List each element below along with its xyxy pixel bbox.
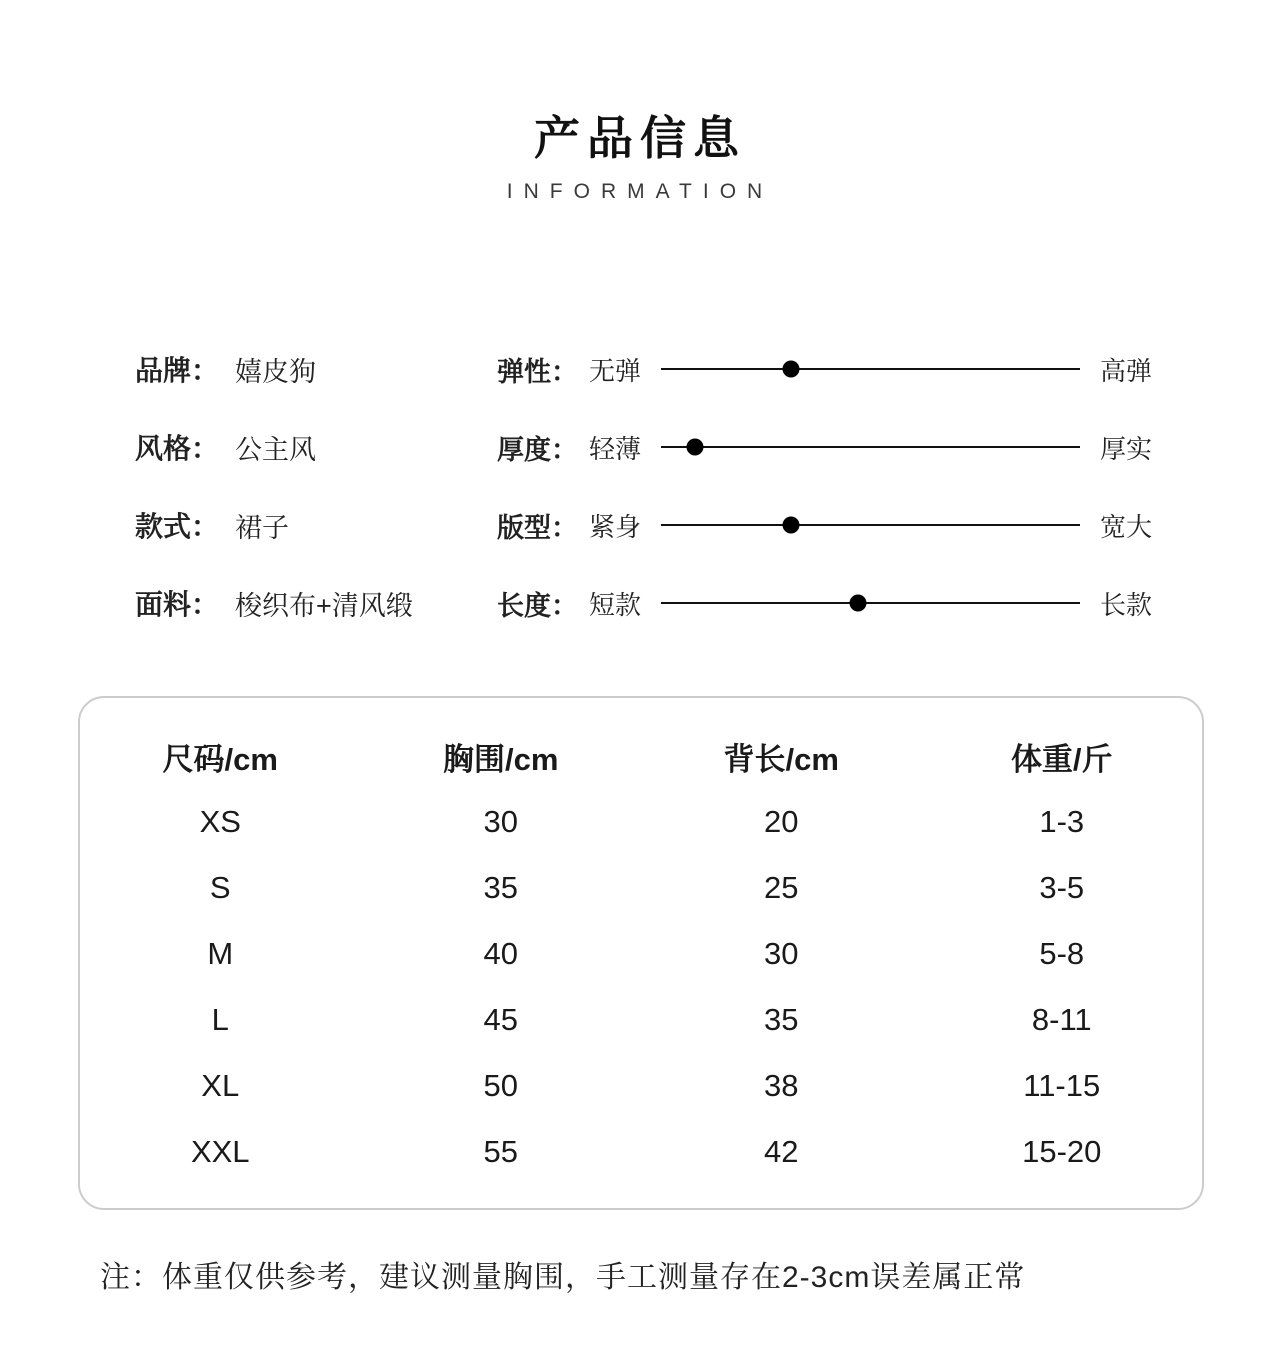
slider-row-elasticity	[497, 330, 1152, 408]
attribute-row-fabric	[135, 564, 497, 642]
table-row-xxl	[80, 1119, 1202, 1185]
slider-dot	[686, 439, 703, 456]
product-info-section	[0, 330, 1280, 642]
slider-min-label: 无弹	[589, 355, 642, 386]
table-row-xs	[80, 789, 1202, 855]
slider-max-label: 厚实	[1099, 433, 1152, 464]
table-cell: 1-3	[1039, 804, 1085, 839]
table-cell: S	[209, 870, 231, 905]
table-cell: 25	[764, 870, 799, 905]
attribute-label: 面料：	[135, 589, 220, 620]
table-row-l	[80, 987, 1202, 1053]
slider-label: 长度：	[497, 590, 578, 621]
slider-max-label: 宽大	[1099, 511, 1152, 542]
attribute-value: 裙子	[235, 512, 290, 543]
table-cell: XS	[199, 804, 241, 839]
table-cell: 40	[483, 936, 518, 971]
table-cell: 30	[483, 804, 518, 839]
slider-max-label: 长款	[1099, 589, 1152, 620]
attribute-value: 梭织布+清风缎	[235, 590, 413, 621]
table-cell: XXL	[190, 1134, 250, 1169]
measurement-note: 注：体重仅供参考，建议测量胸围，手工测量存在2-3cm误差属正常	[100, 1261, 1026, 1294]
table-row-m	[80, 921, 1202, 987]
slider-label: 厚度：	[497, 434, 578, 465]
property-sliders	[497, 330, 1152, 642]
slider-min-label: 紧身	[589, 511, 642, 542]
table-header-cell: 胸围/cm	[443, 741, 559, 777]
attribute-value: 公主风	[235, 434, 317, 465]
table-cell: L	[211, 1002, 229, 1037]
slider-dot	[782, 517, 799, 534]
table-cell: 42	[764, 1134, 799, 1169]
table-cell: 35	[483, 870, 518, 905]
table-header-cell: 背长/cm	[723, 741, 839, 777]
slider-dot	[849, 595, 866, 612]
table-cell: 35	[764, 1002, 799, 1037]
table-header-cell: 体重/斤	[1010, 741, 1113, 777]
table-cell: 50	[483, 1068, 518, 1103]
attribute-label: 款式：	[135, 511, 220, 542]
slider-track	[661, 446, 1080, 448]
slider-track	[661, 602, 1080, 604]
slider-min-label: 短款	[589, 589, 642, 620]
attribute-label: 风格：	[135, 433, 220, 464]
table-cell: 45	[483, 1002, 518, 1037]
table-header-cell: 尺码/cm	[162, 741, 278, 777]
page-title: 产品信息	[534, 112, 746, 164]
attribute-row-brand	[135, 330, 497, 408]
table-cell: 3-5	[1039, 870, 1085, 905]
slider-max-label: 高弹	[1099, 355, 1152, 386]
slider-label: 弹性：	[497, 356, 578, 387]
slider-min-label: 轻薄	[589, 433, 642, 464]
table-header-row	[80, 723, 1202, 789]
slider-dot	[782, 361, 799, 378]
table-cell: 38	[764, 1068, 799, 1103]
attribute-row-type	[135, 486, 497, 564]
attribute-label: 品牌：	[135, 355, 220, 386]
table-row-xl	[80, 1053, 1202, 1119]
attribute-list	[135, 330, 497, 642]
table-cell: 20	[764, 804, 799, 839]
slider-track	[661, 368, 1080, 370]
table-row-s	[80, 855, 1202, 921]
table-cell: 15-20	[1022, 1134, 1102, 1169]
table-cell: XL	[201, 1068, 240, 1103]
table-cell: 8-11	[1031, 1002, 1092, 1037]
slider-row-thickness	[497, 408, 1152, 486]
attribute-row-style	[135, 408, 497, 486]
table-cell: 55	[483, 1134, 518, 1169]
page-subtitle: INFORMATION	[506, 180, 774, 203]
slider-label: 版型：	[497, 512, 578, 543]
slider-row-length	[497, 564, 1152, 642]
table-cell: 11-15	[1023, 1068, 1101, 1103]
table-cell: 30	[764, 936, 799, 971]
slider-track	[661, 524, 1080, 526]
slider-row-fit	[497, 486, 1152, 564]
size-table	[78, 696, 1204, 1210]
attribute-value: 嬉皮狗	[235, 356, 317, 387]
page-header	[0, 0, 1280, 204]
table-cell: 5-8	[1039, 936, 1085, 971]
table-cell: M	[207, 936, 234, 971]
